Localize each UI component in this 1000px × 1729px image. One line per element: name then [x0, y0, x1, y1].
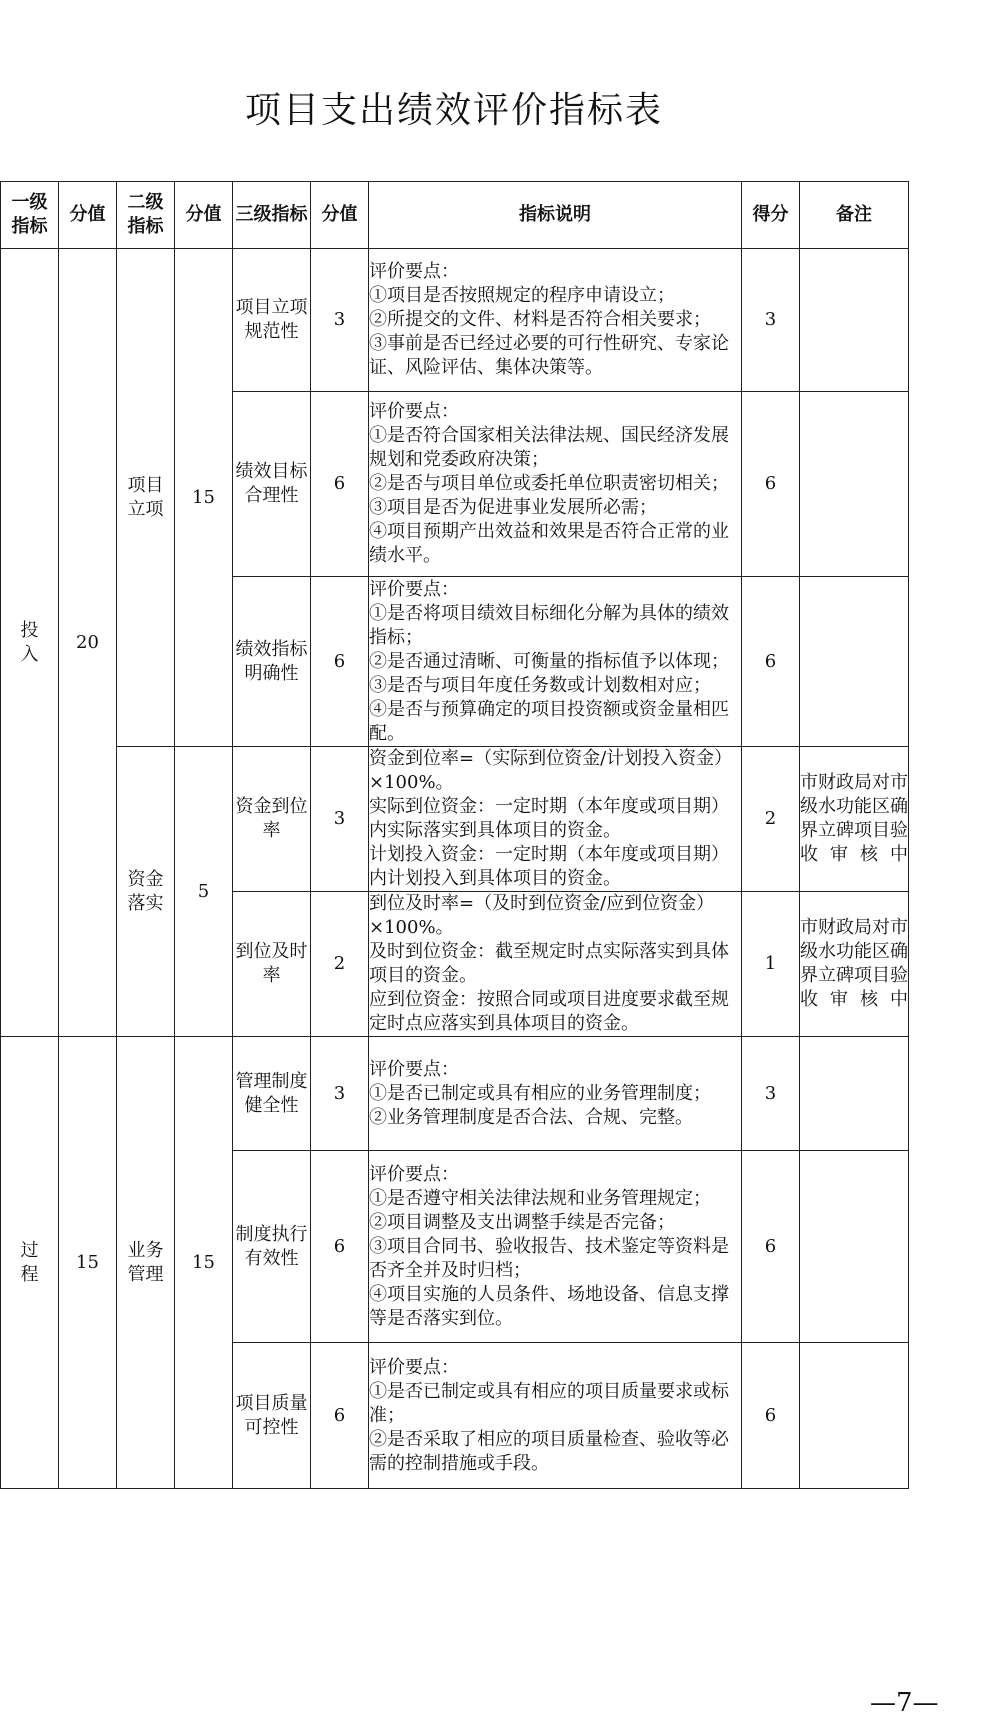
description-cell — [369, 1037, 742, 1151]
description-line: ③项目合同书、验收报告、技术鉴定等资料是否齐全并及时归档； — [369, 1235, 729, 1281]
remarks-cell: 市财政局对市级水功能区确界立碑项目验收审核中 — [800, 747, 909, 892]
description-cell — [369, 747, 742, 892]
description-line: ②业务管理制度是否合法、合规、完整。 — [369, 1106, 693, 1128]
got-score-cell: 3 — [742, 249, 800, 392]
level3-score-cell: 3 — [311, 747, 369, 892]
remarks-cell — [800, 1343, 909, 1489]
level2-score-cell: 5 — [175, 747, 233, 1037]
level3-cell: 资金到位 率 — [233, 747, 311, 892]
description-line: 评价要点： — [369, 1163, 459, 1185]
description-line: ②是否通过清晰、可衡量的指标值予以体现； — [369, 650, 729, 672]
description-line: ①是否符合国家相关法律法规、国民经济发展规划和党委政府决策； — [369, 425, 729, 470]
level2-cell: 项目 立项 — [117, 249, 175, 747]
got-score-cell: 3 — [742, 1037, 800, 1151]
description-line: ②项目调整及支出调整手续是否完备； — [369, 1211, 675, 1233]
table-row — [1, 1037, 909, 1151]
description-line: ③事前是否已经过必要的可行性研究、专家论证、风险评估、集体决策等。 — [369, 333, 729, 378]
got-score-cell: 1 — [742, 892, 800, 1037]
header-got-score: 得分 — [742, 182, 800, 249]
level1-cell: 过 程 — [1, 1037, 59, 1489]
description-line: ①是否已制定或具有相应的业务管理制度； — [369, 1082, 711, 1104]
level3-cell: 管理制度 健全性 — [233, 1037, 311, 1151]
description-line: ③项目是否为促进事业发展所必需； — [369, 497, 657, 518]
header-level3: 三级指标 — [233, 182, 311, 249]
description-line: 计划投入资金：一定时期（本年度或项目期）内计划投入到具体项目的资金。 — [369, 844, 729, 889]
description-line: ①项目是否按照规定的程序申请设立； — [369, 285, 675, 306]
level3-score-cell: 6 — [311, 392, 369, 577]
description-line: ①是否遵守相关法律法规和业务管理规定； — [369, 1187, 711, 1209]
description-line: 资金到位率=（实际到位资金/计划投入资金）×100%。 — [369, 748, 733, 793]
level3-cell: 项目立项 规范性 — [233, 249, 311, 392]
level3-cell: 到位及时 率 — [233, 892, 311, 1037]
description-line: ④项目预期产出效益和效果是否符合正常的业绩水平。 — [369, 521, 729, 566]
description-line: ④是否与预算确定的项目投资额或资金量相匹配。 — [369, 698, 729, 744]
description-cell — [369, 577, 742, 747]
level2-score-cell: 15 — [175, 1037, 233, 1489]
page-number: —7— — [870, 1688, 939, 1718]
header-level3-score: 分值 — [311, 182, 369, 249]
header-description: 指标说明 — [369, 182, 742, 249]
description-cell — [369, 249, 742, 392]
level3-cell: 项目质量 可控性 — [233, 1343, 311, 1489]
description-line: ①是否已制定或具有相应的项目质量要求或标准； — [369, 1380, 729, 1426]
level3-cell: 绩效目标 合理性 — [233, 392, 311, 577]
description-line: 到位及时率=（及时到位资金/应到位资金）×100%。 — [369, 893, 715, 938]
level2-cell: 资金 落实 — [117, 747, 175, 1037]
description-cell — [369, 392, 742, 577]
description-line: ④项目实施的人员条件、场地设备、信息支撑等是否落实到位。 — [369, 1283, 729, 1329]
got-score-cell: 6 — [742, 1151, 800, 1343]
got-score-cell: 6 — [742, 1343, 800, 1489]
description-line: 评价要点： — [369, 261, 459, 282]
level3-score-cell: 3 — [311, 249, 369, 392]
table-row — [1, 747, 909, 892]
level3-score-cell: 2 — [311, 892, 369, 1037]
description-line: 应到位资金：按照合同或项目进度要求截至规定时点应落实到具体项目的资金。 — [369, 989, 729, 1034]
remarks-cell: 市财政局对市级水功能区确界立碑项目验收审核中 — [800, 892, 909, 1037]
description-line: 评价要点： — [369, 1356, 459, 1378]
level3-score-cell: 6 — [311, 1343, 369, 1489]
description-line: ①是否将项目绩效目标细化分解为具体的绩效指标； — [369, 602, 729, 648]
header-level2: 二级 指标 — [117, 182, 175, 249]
description-line: ③是否与项目年度任务数或计划数相对应； — [369, 674, 711, 696]
level3-cell: 绩效指标 明确性 — [233, 577, 311, 747]
remarks-cell — [800, 1151, 909, 1343]
remarks-cell — [800, 392, 909, 577]
level1-score-cell: 15 — [59, 1037, 117, 1489]
level3-cell: 制度执行 有效性 — [233, 1151, 311, 1343]
remarks-cell — [800, 577, 909, 747]
got-score-cell: 6 — [742, 392, 800, 577]
description-line: 评价要点： — [369, 1058, 459, 1080]
remarks-cell — [800, 1037, 909, 1151]
level3-score-cell: 6 — [311, 577, 369, 747]
description-line: 评价要点： — [369, 401, 459, 422]
header-level2-score: 分值 — [175, 182, 233, 249]
remarks-cell — [800, 249, 909, 392]
description-line: ②是否与项目单位或委托单位职责密切相关； — [369, 473, 729, 494]
level2-cell: 业务 管理 — [117, 1037, 175, 1489]
level1-score-cell: 20 — [59, 249, 117, 1037]
level2-score-cell: 15 — [175, 249, 233, 747]
header-level1-score: 分值 — [59, 182, 117, 249]
document-title: 项目支出绩效评价指标表 — [244, 90, 663, 131]
got-score-cell: 2 — [742, 747, 800, 892]
table-row — [1, 249, 909, 392]
description-cell — [369, 1151, 742, 1343]
description-line: ②所提交的文件、材料是否符合相关要求； — [369, 309, 711, 330]
description-line: 及时到位资金：截至规定时点实际落实到具体项目的资金。 — [369, 941, 729, 986]
header-row — [1, 182, 909, 249]
description-line: 评价要点： — [369, 578, 459, 600]
level1-cell: 投 入 — [1, 249, 59, 1037]
description-line: 实际到位资金：一定时期（本年度或项目期）内实际落实到具体项目的资金。 — [369, 796, 729, 841]
description-cell — [369, 1343, 742, 1489]
header-remarks: 备注 — [800, 182, 909, 249]
level3-score-cell: 3 — [311, 1037, 369, 1151]
description-cell — [369, 892, 742, 1037]
got-score-cell: 6 — [742, 577, 800, 747]
header-level1: 一级 指标 — [1, 182, 59, 249]
description-line: ②是否采取了相应的项目质量检查、验收等必需的控制措施或手段。 — [369, 1428, 729, 1474]
performance-indicator-table — [0, 181, 909, 1489]
level3-score-cell: 6 — [311, 1151, 369, 1343]
